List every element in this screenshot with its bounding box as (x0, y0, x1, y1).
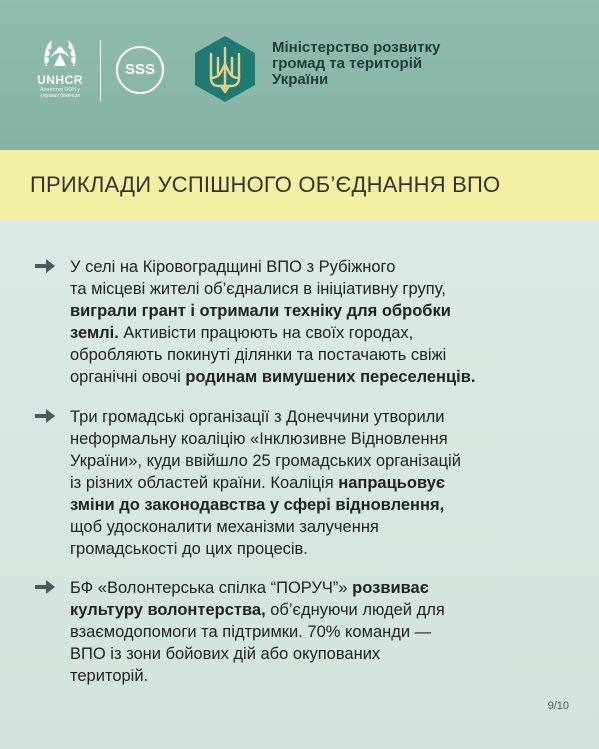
text-run: громадськості до цих процесів. (70, 540, 308, 558)
bold-text-run: культуру волонтерства, (70, 601, 266, 619)
title-band (0, 150, 599, 220)
text-run: щоб удосконалити механізми залучення (70, 518, 379, 536)
content-area (0, 220, 599, 749)
text-line (70, 344, 560, 366)
text-line (70, 538, 560, 560)
text-line (70, 428, 560, 450)
unhcr-subtitle-2: справах біженців (40, 93, 80, 99)
unhcr-emblem-icon (40, 36, 80, 74)
text-line (70, 494, 560, 516)
text-run: Активісти працюють на своїх городах, (118, 324, 414, 342)
ministry-name-line: громад та територій (272, 55, 423, 72)
ministry-name-line: України (272, 71, 329, 88)
text-run: неформальну коаліцію «Інклюзивне Відновлення (70, 430, 448, 448)
sss-label: SSS (124, 61, 155, 78)
ministry-trident-logo-icon (192, 34, 258, 104)
text-line (70, 577, 560, 599)
list-item-text (70, 406, 560, 560)
text-line (70, 300, 560, 322)
page-number: 9/10 (547, 700, 569, 712)
ministry-name (272, 40, 492, 88)
text-run: територій. (70, 667, 149, 685)
list-item-text (70, 256, 560, 388)
text-line (70, 256, 560, 278)
text-line (70, 472, 560, 494)
arrow-right-icon (34, 258, 56, 274)
list-item-text (70, 577, 560, 687)
text-run: із різних областей країни. Коаліція (70, 474, 339, 492)
unhcr-subtitle-1: Агентство ООН у (40, 87, 80, 93)
ministry-name-line: Міністерство розвитку (272, 39, 441, 56)
text-run: БФ «Волонтерська спілка “ПОРУЧ”» (70, 579, 353, 597)
text-line (70, 366, 560, 388)
text-run: та місцеві жителі об’єдналися в ініціативну групу, (70, 280, 446, 298)
text-line (70, 621, 560, 643)
text-line (70, 406, 560, 428)
text-run: України», куди ввійшло 25 громадських організацій (70, 452, 461, 470)
bold-text-run: напрацьовує (338, 474, 445, 492)
text-run: органічні овочі (70, 368, 186, 386)
text-run: ВПО із зони бойових дій або окупованих (70, 645, 381, 663)
text-line (70, 665, 560, 687)
logo-divider (100, 40, 101, 102)
text-run: Три громадські організації з Донеччини утворили (70, 408, 445, 426)
page-title: ПРИКЛАДИ УСПІШНОГО ОБ’ЄДНАННЯ ВПО (30, 172, 501, 197)
bold-text-run: розвиває (352, 579, 429, 597)
text-run: У селі на Кіровоградщині ВПО з Рубіжного (70, 258, 396, 276)
bold-text-run: зміни до законодавства у сфері відновлення, (70, 496, 445, 514)
text-line (70, 516, 560, 538)
text-run: обробляють покинуті ділянки та постачають свіжі (70, 346, 447, 364)
text-line (70, 322, 560, 344)
text-run: об’єднуючи людей для (265, 601, 445, 619)
header (0, 0, 599, 150)
bold-text-run: родинам вимушених переселенців. (185, 368, 476, 386)
arrow-right-icon (34, 408, 56, 424)
arrow-right-icon (34, 579, 56, 595)
unhcr-logo (28, 36, 92, 100)
sss-logo (116, 46, 164, 94)
text-line (70, 643, 560, 665)
unhcr-label: UNHCR (37, 73, 83, 87)
text-line (70, 599, 560, 621)
text-line (70, 450, 560, 472)
bold-text-run: землі. (70, 324, 119, 342)
text-run: взаємодопомоги та підтримки. 70% команди — (70, 623, 432, 641)
text-line (70, 278, 560, 300)
bold-text-run: виграли грант і отримали техніку для обробки (70, 302, 451, 320)
